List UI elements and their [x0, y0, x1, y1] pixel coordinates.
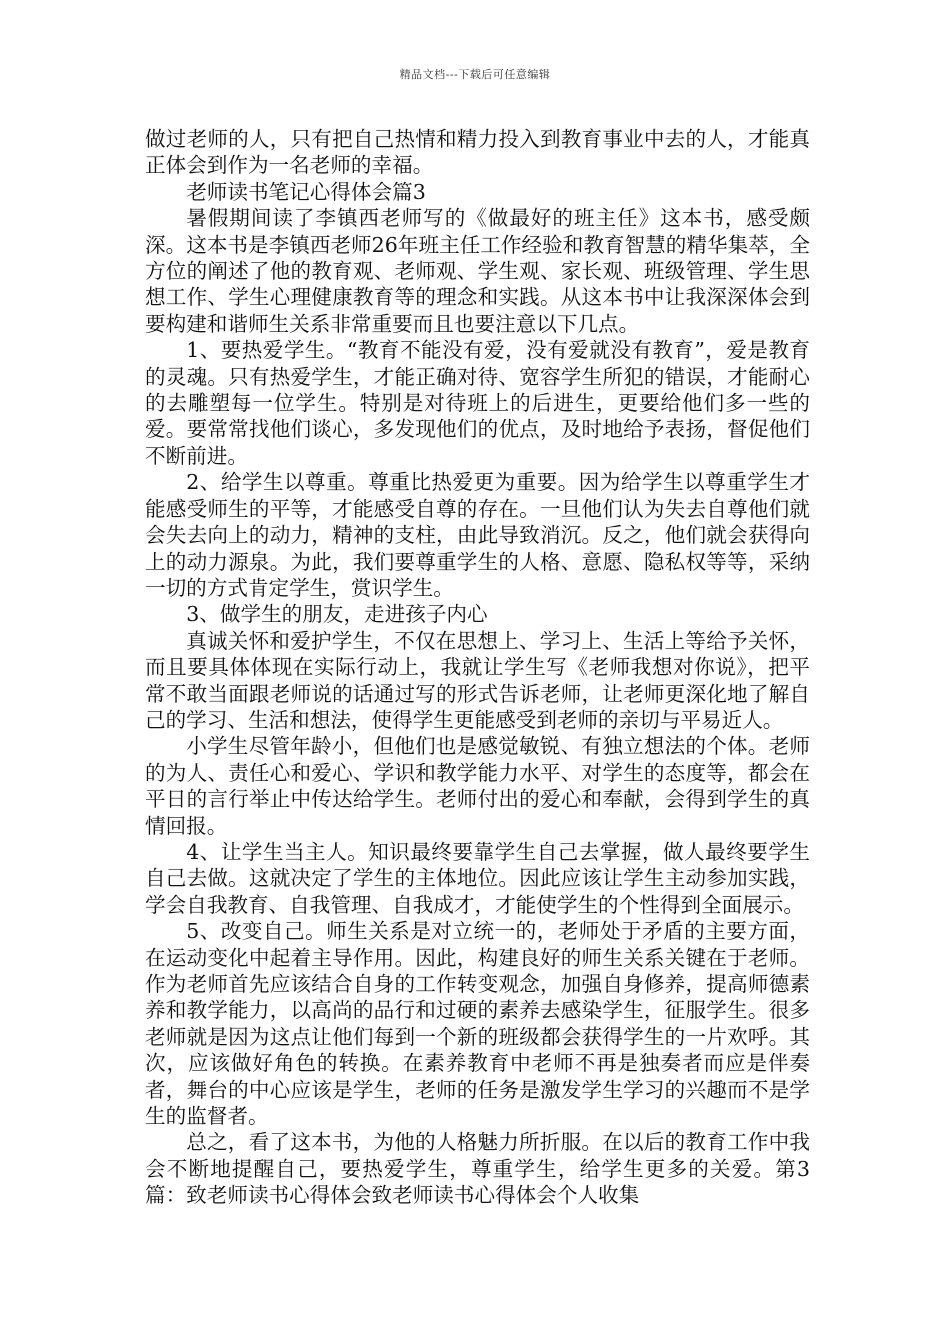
paragraph: 小学生尽管年龄小，但他们也是感觉敏锐、有独立想法的个体。老师的为人、责任心和爱心、学识和教学能力水平、对学生的态度等，都会在平日的言行举止中传达给学生。老师付出的爱心和奉献，会得到学生的真情回报。 [145, 734, 810, 838]
page-header: 精品文档---下载后可任意编辑 [399, 68, 551, 81]
paragraph: 做过老师的人，只有把自己热情和精力投入到教育事业中去的人，才能真正体会到作为一名老师的幸福。 [145, 127, 810, 178]
paragraph: 真诚关怀和爱护学生，不仅在思想上、学习上、生活上等给予关怀，而且要具体体现在实际行动上，我就让学生写《老师我想对你说》，把平常不敢当面跟老师说的话通过写的形式告诉老师，让老师更深化地了解自己的学习、生活和想法，使得学生更能感受到老师的亲切与平易近人。 [145, 628, 810, 732]
paragraph: 3、做学生的朋友，走进孩子内心 [186, 602, 488, 627]
document-body [145, 126, 810, 1209]
paragraph: 2、给学生以尊重。尊重比热爱更为重要。因为给学生以尊重学生才能感受师生的平等，才能感受自尊的存在。一旦他们认为失去自尊他们就会失去向上的动力，精神的支柱，由此导致消沉。反之，他们就会获得向上的动力源泉。为此，我们要尊重学生的人格、意愿、隐私权等等，采纳一切的方式肯定学生，赏识学生。 [145, 470, 810, 600]
paragraph: 4、让学生当主人。知识最终要靠学生自己去掌握，做人最终要学生自己去做。这就决定了学生的主体地位。因此应该让学生主动参加实践，学会自我教育、自我管理、自我成才，才能使学生的个性得到全面展示。 [145, 839, 810, 917]
paragraph: 总之，看了这本书，为他的人格魅力所折服。在以后的教育工作中我会不断地提醒自己，要热爱学生，尊重学生，给学生更多的关爱。第3篇：致老师读书心得体会致老师读书心得体会个人收集 [145, 1130, 810, 1208]
paragraph: 暑假期间读了李镇西老师写的《做最好的班主任》这本书，感受颇深。这本书是李镇西老师26年班主任工作经验和教育智慧的精华集萃，全方位的阐述了他的教育观、老师观、学生观、家长观、班级管理、学生思想工作、学生心理健康教育等的理念和实践。从这本书中让我深深体会到要构建和谐师生关系非常重要而且也要注意以下几点。 [145, 206, 810, 336]
paragraph: 5、改变自己。师生关系是对立统一的，老师处于矛盾的主要方面，在运动变化中起着主导作用。因此，构建良好的师生关系关键在于老师。作为老师首先应该结合自身的工作转变观念，加强自身修养，提高师德素养和教学能力，以高尚的品行和过硬的素养去感染学生，征服学生。很多老师就是因为这点让他们每到一个新的班级都会获得学生的一片欢呼。其次，应该做好角色的转换。在素养教育中老师不再是独奏者而应是伴奏者，舞台的中心应该是学生，老师的任务是激发学生学习的兴趣而不是学生的监督者。 [145, 919, 810, 1129]
section-heading: 老师读书笔记心得体会篇3 [186, 179, 426, 204]
paragraph: 1、要热爱学生。“教育不能没有爱，没有爱就没有教育”，爱是教育的灵魂。只有热爱学生，才能正确对待、宽容学生所犯的错误，才能耐心的去雕塑每一位学生。特别是对待班上的后进生，更要给他们多一些的爱。要常常找他们谈心，多发现他们的优点，及时地给予表扬，督促他们不断前进。 [145, 338, 810, 468]
